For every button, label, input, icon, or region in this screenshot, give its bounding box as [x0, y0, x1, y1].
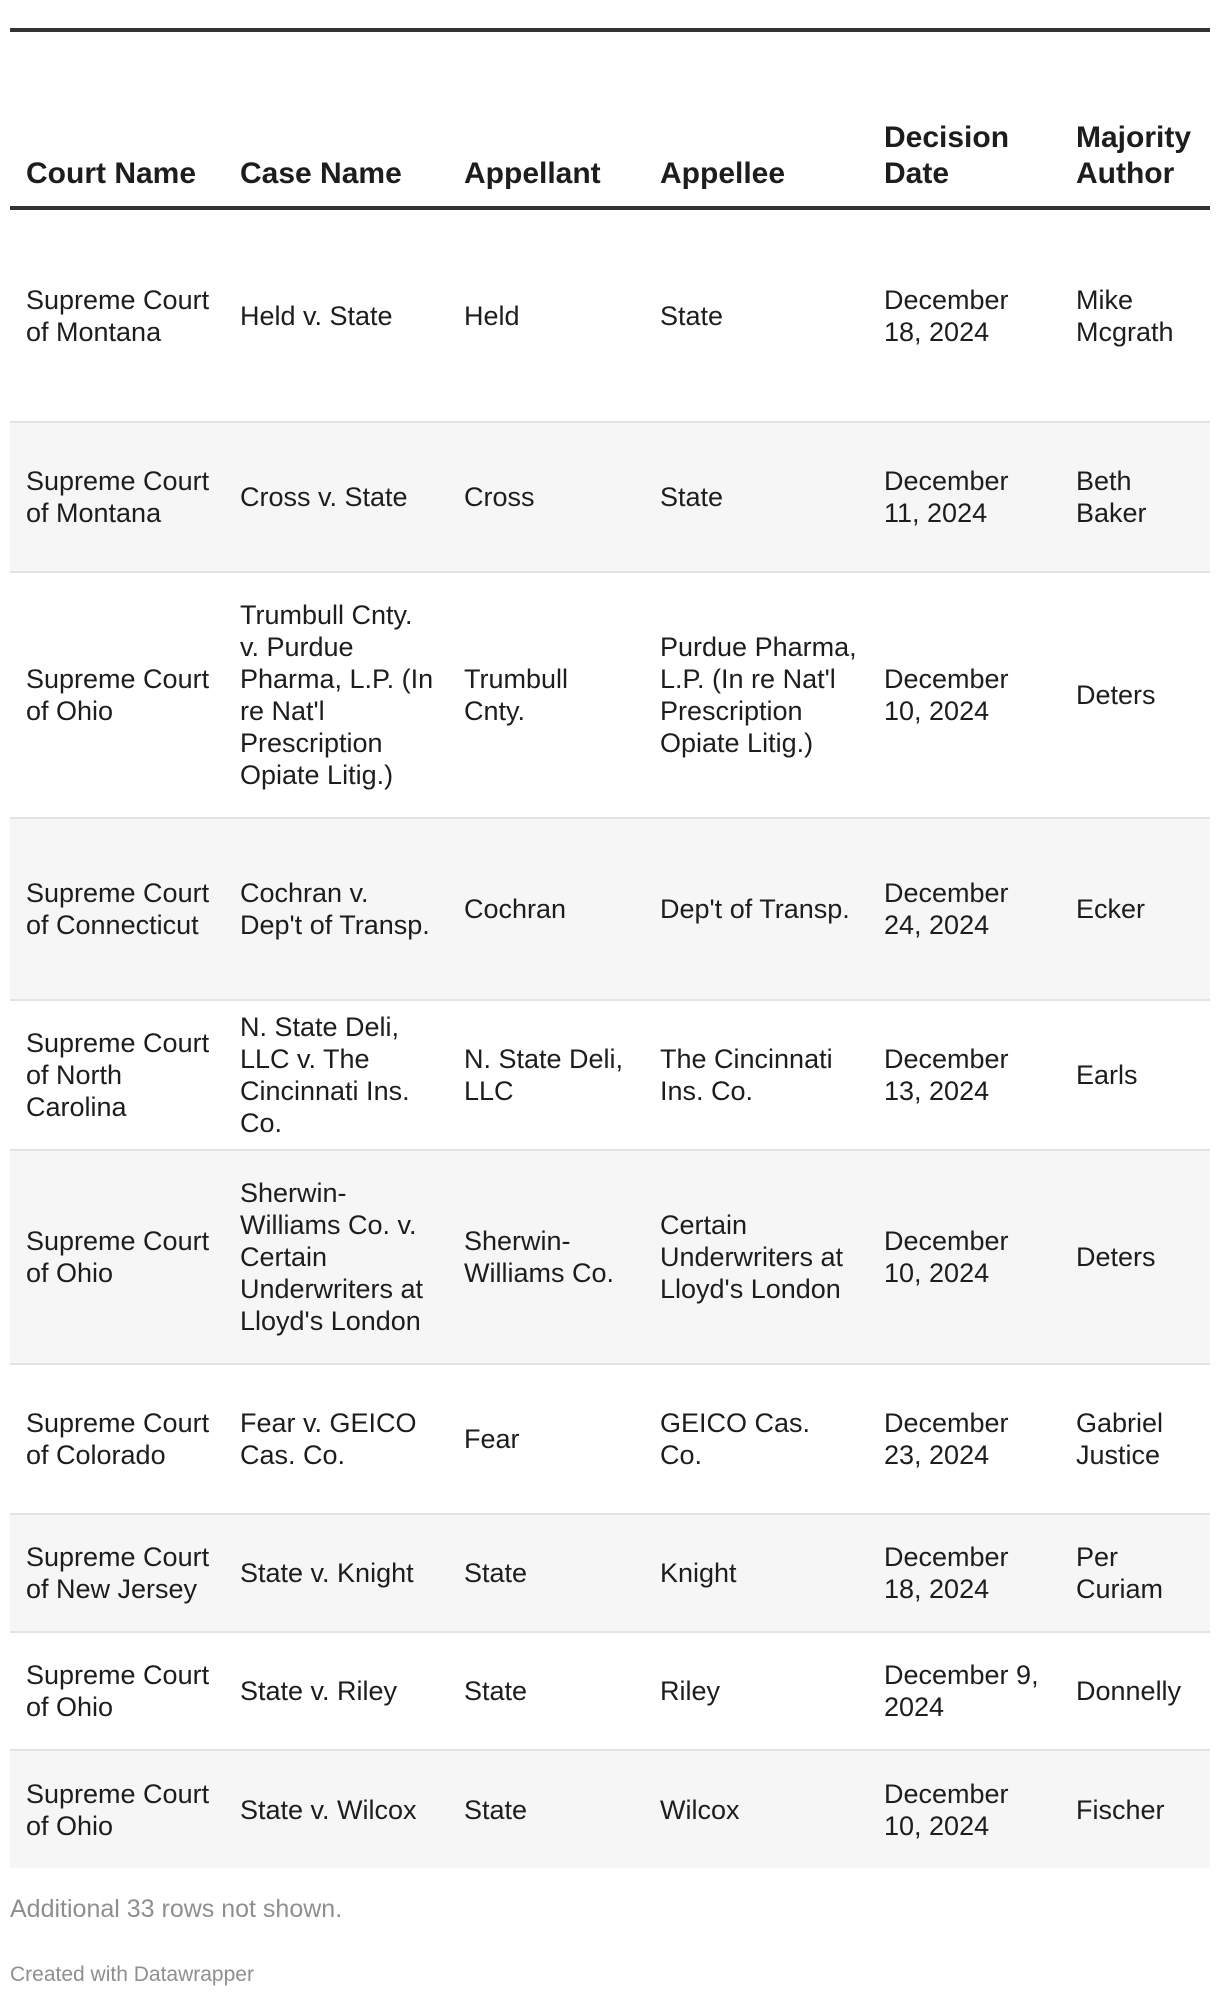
cell-majority-author: Earls [1060, 1000, 1210, 1150]
header-appellee[interactable]: Appellee [644, 100, 868, 208]
cell-appellant: N. State Deli, LLC [448, 1000, 644, 1150]
header-case-name[interactable]: Case Name [224, 100, 448, 208]
cell-majority-author: Ecker [1060, 818, 1210, 1000]
cell-majority-author: Fischer [1060, 1750, 1210, 1868]
cell-court-name: Supreme Court of New Jersey [10, 1514, 224, 1632]
cell-decision-date: December 23, 2024 [868, 1364, 1060, 1514]
cell-case-name: Cross v. State [224, 422, 448, 572]
header-majority-author[interactable]: Majority Author [1060, 100, 1210, 208]
cell-decision-date: December 18, 2024 [868, 208, 1060, 422]
table-row [10, 208, 1210, 422]
cell-appellant: Fear [448, 1364, 644, 1514]
cell-majority-author: Mike Mcgrath [1060, 208, 1210, 422]
cell-decision-date: December 18, 2024 [868, 1514, 1060, 1632]
cell-appellant: Held [448, 208, 644, 422]
cases-table [10, 100, 1210, 1868]
cell-decision-date: December 10, 2024 [868, 572, 1060, 818]
cell-court-name: Supreme Court of Colorado [10, 1364, 224, 1514]
cell-case-name: Cochran v. Dep't of Transp. [224, 818, 448, 1000]
cell-case-name: State v. Wilcox [224, 1750, 448, 1868]
cell-court-name: Supreme Court of Connecticut [10, 818, 224, 1000]
cell-appellee: Certain Underwriters at Lloyd's London [644, 1150, 868, 1364]
cell-decision-date: December 10, 2024 [868, 1150, 1060, 1364]
cell-majority-author: Beth Baker [1060, 422, 1210, 572]
cell-appellant: Cross [448, 422, 644, 572]
table-header [10, 100, 1210, 208]
table-row [10, 1514, 1210, 1632]
cell-appellee: State [644, 422, 868, 572]
header-appellant[interactable]: Appellant [448, 100, 644, 208]
cell-appellee: Riley [644, 1632, 868, 1750]
cell-court-name: Supreme Court of North Carolina [10, 1000, 224, 1150]
table-row [10, 1364, 1210, 1514]
cell-majority-author: Donnelly [1060, 1632, 1210, 1750]
cell-appellant: State [448, 1632, 644, 1750]
cell-court-name: Supreme Court of Montana [10, 208, 224, 422]
cell-appellee: The Cincinnati Ins. Co. [644, 1000, 868, 1150]
cell-case-name: Held v. State [224, 208, 448, 422]
cell-appellee: Wilcox [644, 1750, 868, 1868]
datawrapper-credit[interactable]: Created with Datawrapper [10, 1963, 254, 1986]
cell-majority-author: Deters [1060, 572, 1210, 818]
table-row [10, 422, 1210, 572]
cell-decision-date: December 9, 2024 [868, 1632, 1060, 1750]
cell-case-name: Fear v. GEICO Cas. Co. [224, 1364, 448, 1514]
cell-appellant: Sherwin-Williams Co. [448, 1150, 644, 1364]
table-row [10, 1150, 1210, 1364]
cell-court-name: Supreme Court of Ohio [10, 1750, 224, 1868]
cell-appellant: State [448, 1514, 644, 1632]
table-row [10, 1632, 1210, 1750]
table-notes: Additional 33 rows not shown. [10, 1895, 343, 1923]
cell-decision-date: December 13, 2024 [868, 1000, 1060, 1150]
cell-appellant: Cochran [448, 818, 644, 1000]
table-row [10, 572, 1210, 818]
header-row [10, 100, 1210, 208]
cell-appellee: Knight [644, 1514, 868, 1632]
cell-majority-author: Deters [1060, 1150, 1210, 1364]
cell-appellee: Purdue Pharma, L.P. (In re Nat'l Prescription Opiate Litig.) [644, 572, 868, 818]
cell-court-name: Supreme Court of Ohio [10, 572, 224, 818]
cell-appellant: State [448, 1750, 644, 1868]
table-row [10, 1750, 1210, 1868]
cell-appellee: State [644, 208, 868, 422]
cell-case-name: State v. Knight [224, 1514, 448, 1632]
cell-appellant: Trumbull Cnty. [448, 572, 644, 818]
cell-decision-date: December 10, 2024 [868, 1750, 1060, 1868]
top-divider [10, 28, 1210, 32]
table-body [10, 208, 1210, 1868]
table-row [10, 818, 1210, 1000]
cell-court-name: Supreme Court of Ohio [10, 1632, 224, 1750]
cell-case-name: State v. Riley [224, 1632, 448, 1750]
cell-court-name: Supreme Court of Montana [10, 422, 224, 572]
header-decision-date[interactable]: Decision Date [868, 100, 1060, 208]
header-court-name[interactable]: Court Name [10, 100, 224, 208]
cell-case-name: Trumbull Cnty. v. Purdue Pharma, L.P. (In re Nat'l Prescription Opiate Litig.) [224, 572, 448, 818]
cell-court-name: Supreme Court of Ohio [10, 1150, 224, 1364]
cell-decision-date: December 11, 2024 [868, 422, 1060, 572]
cell-appellee: GEICO Cas. Co. [644, 1364, 868, 1514]
table-row [10, 1000, 1210, 1150]
cell-appellee: Dep't of Transp. [644, 818, 868, 1000]
cell-decision-date: December 24, 2024 [868, 818, 1060, 1000]
cell-case-name: N. State Deli, LLC v. The Cincinnati Ins. Co. [224, 1000, 448, 1150]
cell-majority-author: Gabriel Justice [1060, 1364, 1210, 1514]
cell-case-name: Sherwin-Williams Co. v. Certain Underwriters at Lloyd's London [224, 1150, 448, 1364]
cell-majority-author: Per Curiam [1060, 1514, 1210, 1632]
